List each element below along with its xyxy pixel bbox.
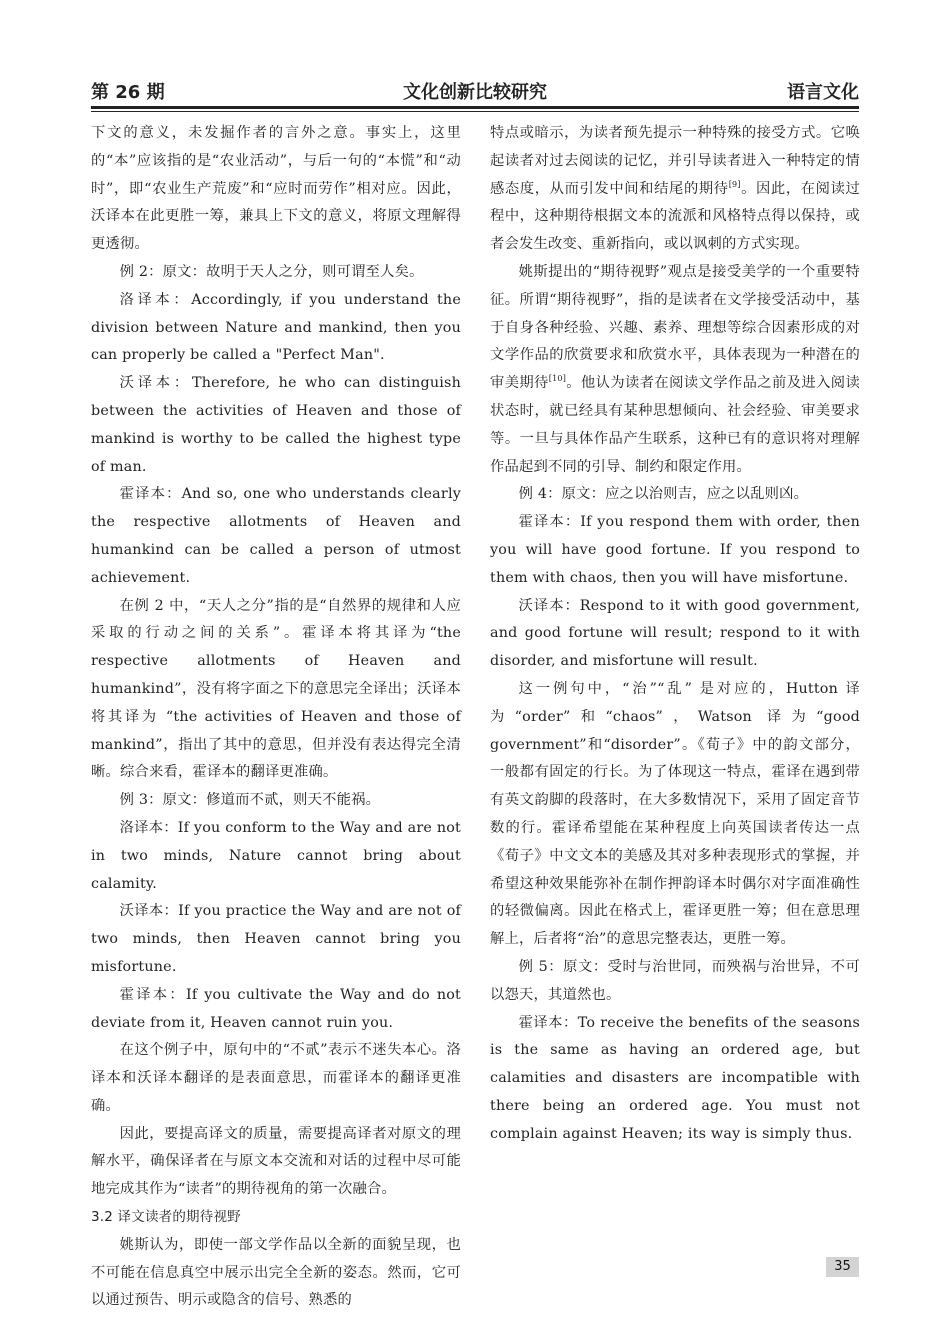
- example-3-source: 例 3：原文：修道而不贰，则天不能祸。: [119, 792, 381, 809]
- citation-ref: [9]: [728, 179, 741, 189]
- example-4-watson: 沃译本：Respond to it with good government, and good fortune will result; respond to it with disorder, and misfortune will result.: [490, 597, 860, 670]
- page-number: 35: [826, 1257, 859, 1277]
- paragraph: 在例 2 中，“天人之分”指的是“自然界的规律和人应采取的行动之间的关系”。霍译本将其译为“the respective allotments of Heaven and humankind”，没有将字面之下的意思完全译出；沃译本将其译为 “the activities of Heaven and those of mankind”，指出了其中的意思，但并没有表达得完全清晰。综合来看，霍译本的翻译更准确。: [91, 597, 461, 781]
- example-2-watson: 沃译本：Therefore, he who can distinguish between the activities of Heaven and those of mankind is worthy to be called the highest type of man.: [91, 375, 461, 475]
- example-4-hutton: 霍译本：If you respond them with order, then you will have good fortune. If you respond to them with chaos, then you will have misfortune.: [490, 514, 860, 586]
- example-3-legge: 洛译本：If you conform to the Way and are not in two minds, Nature cannot bring about calamity.: [91, 819, 461, 892]
- header-rule-thin: [91, 111, 859, 112]
- example-5-source: 例 5：原文：受时与治世同，而殃祸与治世异，不可以怨天，其道然也。: [490, 958, 860, 1003]
- paragraph: 这一例句中，“治”“乱” 是对应的，Hutton 译为“order”和“chaos”，Watson 译为“good government”和“disorder”。《荀子》中的韵文部分，一般都有固定的行长。为了体现这一特点，霍译在遇到带有英文韵脚的段落时，在大多数情况下，采用了固定音节数的行。霍译希望能在某种程度上向英国读者传达一点《荀子》中文文本的美感及其对多种表现形式的掌握，并希望这种效果能弥补在制作押韵译本时偶尔对字面准确性的轻微偏离。因此在格式上，霍译更胜一筹；但在意思理解上，后者将“治”的意思完整表达，更胜一筹。: [490, 680, 860, 948]
- left-column: [91, 120, 461, 1315]
- journal-title: 文化创新比较研究: [403, 82, 547, 103]
- example-3-hutton: 霍译本：If you cultivate the Way and do not deviate from it, Heaven cannot ruin you.: [91, 986, 461, 1031]
- right-column: [490, 120, 860, 1148]
- paragraph: 特点或暗示，为读者预先提示一种特殊的接受方式。它唤起读者对过去阅读的记忆，并引导读者进入一种特定的情感态度，从而引发中间和结尾的期待[9]。因此，在阅读过程中，这种期待根据文本的流派和风格特点得以保持，或者会发生改变、重新指向，或以讽刺的方式实现。: [490, 125, 860, 253]
- citation-ref: [10]: [548, 374, 567, 384]
- example-5-hutton: 霍译本：To receive the benefits of the seasons is the same as having an ordered age, but calamities and disasters are incompatible with there being an ordered age. You must not complain against Heaven; its way is simply thus.: [490, 1014, 860, 1142]
- paragraph: 姚斯认为，即使一部文学作品以全新的面貌呈现，也不可能在信息真空中展示出完全全新的姿态。然而，它可以通过预告、明示或隐含的信号、熟悉的: [91, 1236, 461, 1309]
- example-2-source: 例 2：原文：故明于天人之分，则可谓至人矣。: [119, 263, 424, 280]
- example-4-source: 例 4：原文：应之以治则吉，应之以乱则凶。: [518, 486, 809, 503]
- paragraph: 姚斯提出的“期待视野”观点是接受美学的一个重要特征。所谓“期待视野”，指的是读者在文学接受活动中，基于自身各种经验、兴趣、素养、理想等综合因素形成的对文学作品的欣赏要求和欣赏水平，具体表现为一种潜在的审美期待[10]。他认为读者在阅读文学作品之前及进入阅读状态时，就已经具有某种思想倾向、社会经验、审美要求等。一旦与具体作品产生联系，这种已有的意识将对理解作品起到不同的引导、制约和限定作用。: [490, 263, 860, 475]
- paragraph: 因此，要提高译文的质量，需要提高译者对原文的理解水平，确保译者在与原文本交流和对话的过程中尽可能地完成其作为“读者”的期待视角的第一次融合。: [91, 1125, 461, 1198]
- paragraph: 在这个例子中，原句中的“不贰”表示不迷失本心。洛译本和沃译本翻译的是表面意思，而霍译本的翻译更准确。: [91, 1042, 461, 1114]
- header-rule-thick: [91, 106, 859, 109]
- paragraph: 下文的意义，未发掘作者的言外之意。事实上，这里的“本”应该指的是“农业活动”，与后一句的“本慌”和“动时”，即“农业生产荒废”和“应时而劳作”相对应。因此，沃译本在此更胜一筹，兼具上下文的意义，将原文理解得更透彻。: [91, 125, 461, 253]
- running-header: [91, 72, 859, 106]
- example-3-watson: 沃译本：If you practice the Way and are not of two minds, then Heaven cannot bring you misfortune.: [91, 903, 461, 975]
- section-title: 语言文化: [787, 82, 859, 103]
- issue-number: 第 26 期: [91, 82, 165, 103]
- section-heading: 3.2 译文读者的期待视野: [91, 1209, 241, 1226]
- example-2-legge: 洛译本：Accordingly, if you understand the division between Nature and mankind, then you can properly be called a "Perfect Man".: [91, 291, 461, 364]
- example-2-hutton: 霍译本：And so, one who understands clearly the respective allotments of Heaven and humankind can be called a person of utmost achievement.: [91, 486, 461, 586]
